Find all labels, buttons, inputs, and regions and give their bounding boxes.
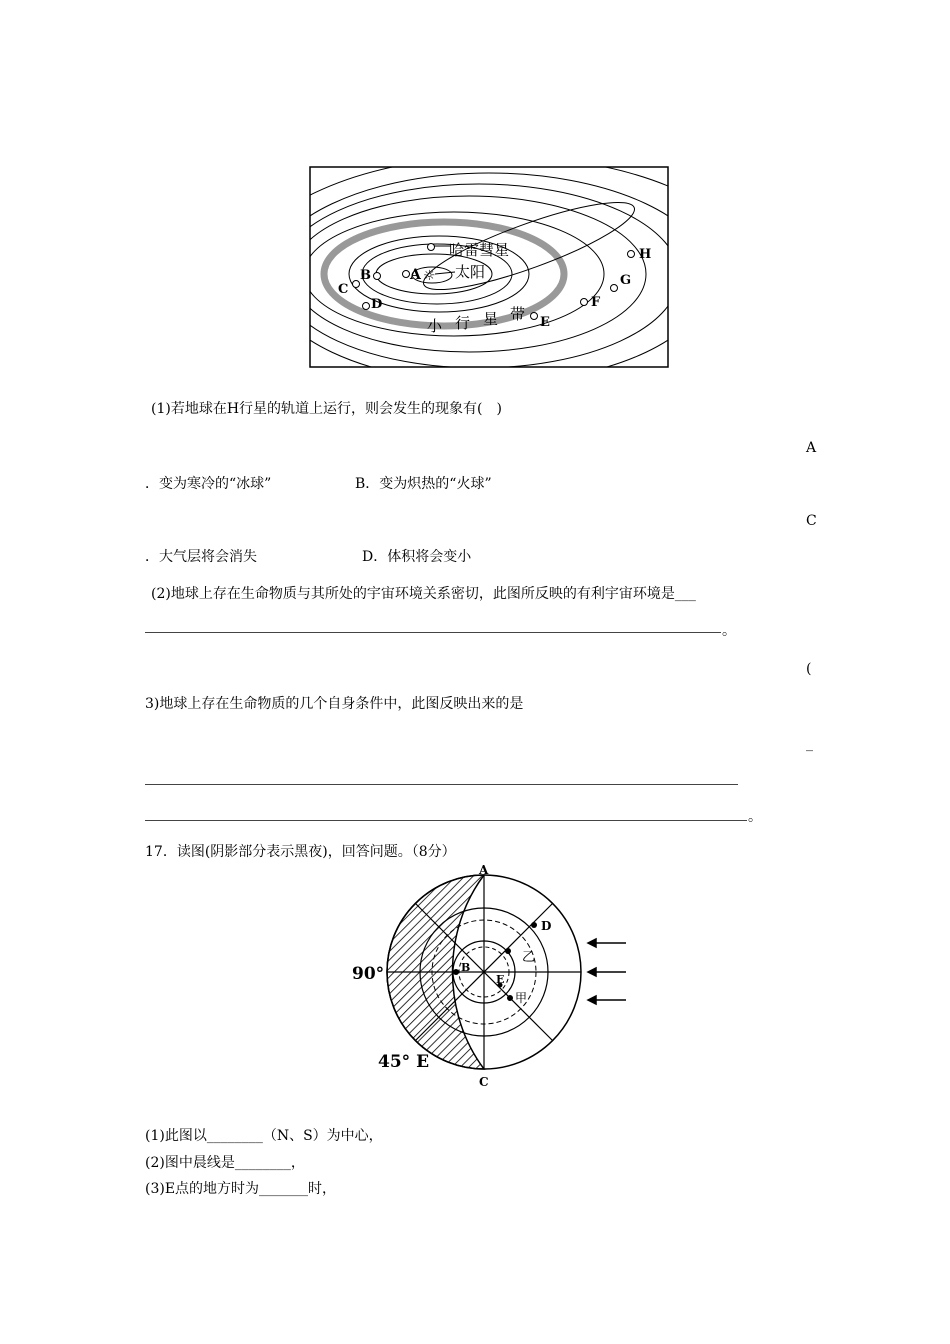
planet-a-label: A xyxy=(410,267,421,283)
q16-option-d: D．体积将会变小 xyxy=(362,549,472,565)
label-yi: 乙 xyxy=(522,950,536,965)
label-c: C xyxy=(479,1075,489,1089)
point-d xyxy=(531,922,537,928)
q16-part3-answer-line-1[interactable] xyxy=(145,784,738,785)
planet-a-dot xyxy=(403,271,410,278)
q16-part2-answer-line[interactable] xyxy=(145,632,721,633)
q16-option-c: ．大气层将会消失 xyxy=(145,549,257,565)
q16-option-b: B．变为炽热的“火球” xyxy=(355,476,492,492)
planet-f-label: F xyxy=(591,295,601,310)
point-jia xyxy=(507,995,513,1001)
sun-icon: ☼ xyxy=(423,268,436,284)
belt-char-3: 星 xyxy=(483,310,499,328)
planet-e-label: E xyxy=(540,315,550,330)
q16-part2: (2)地球上存在生命物质与其所处的宇宙环境关系密切，此图所反映的有利宇宙环境是___ xyxy=(151,586,696,602)
planet-d-label: D xyxy=(371,297,383,312)
q17-sub3: (3)E点的地方时为_______时， xyxy=(145,1181,337,1197)
solar-system-figure xyxy=(309,166,669,368)
q17-sub1: (1)此图以________（N、S）为中心， xyxy=(145,1128,383,1144)
planet-d-dot xyxy=(363,303,370,310)
q16-part3: 3)地球上存在生命物质的几个自身条件中，此图反映出来的是 xyxy=(145,696,524,712)
q16-part3-open: ( xyxy=(806,661,812,677)
belt-char-1: 小 xyxy=(427,317,443,335)
belt-char-4: 带 xyxy=(510,305,526,323)
q16-option-a-letter: A xyxy=(806,440,817,456)
label-d: D xyxy=(541,919,552,933)
q17-title: 17．读图(阴影部分表示黑夜)，回答问题。（8分） xyxy=(145,844,456,860)
planet-b-label: B xyxy=(360,268,371,283)
label-90-degrees: 90° xyxy=(352,964,385,984)
q16-part3-answer-line-2[interactable] xyxy=(145,820,747,821)
point-yi xyxy=(505,948,511,954)
planet-h-label: H xyxy=(639,247,652,262)
q16-option-c-letter: C xyxy=(806,513,817,529)
planet-f-dot xyxy=(581,299,588,306)
label-b: B xyxy=(461,961,471,974)
belt-char-2: 行 xyxy=(455,314,471,332)
label-jia: 甲 xyxy=(515,991,528,1005)
q16-part1: (1)若地球在H行星的轨道上运行，则会发生的现象有( ) xyxy=(151,401,502,417)
planet-e-dot xyxy=(531,313,538,320)
planet-c-dot xyxy=(353,281,360,288)
comet-label: 哈雷彗星 xyxy=(449,241,510,259)
q16-part3-end: 。 xyxy=(748,809,762,825)
planet-b-dot xyxy=(374,273,381,280)
planet-c-label: C xyxy=(338,282,349,297)
planet-g-dot xyxy=(611,285,618,292)
comet-dot xyxy=(428,244,435,251)
planet-h-dot xyxy=(628,251,635,258)
planet-g-label: G xyxy=(620,273,632,288)
polar-view-figure xyxy=(350,863,640,1093)
q16-part2-end: 。 xyxy=(722,623,736,639)
label-a: A xyxy=(479,863,489,877)
sunlight-arrows xyxy=(588,939,626,1004)
label-e: E xyxy=(496,973,505,986)
q17-sub2: (2)图中晨线是________， xyxy=(145,1155,305,1171)
sun-label: 太阳 xyxy=(455,263,486,281)
q16-option-a: ．变为寒冷的“冰球” xyxy=(145,476,272,492)
label-45-east: 45° E xyxy=(378,1052,430,1072)
q16-part3-dash: _ xyxy=(806,736,813,752)
point-b xyxy=(453,969,459,975)
